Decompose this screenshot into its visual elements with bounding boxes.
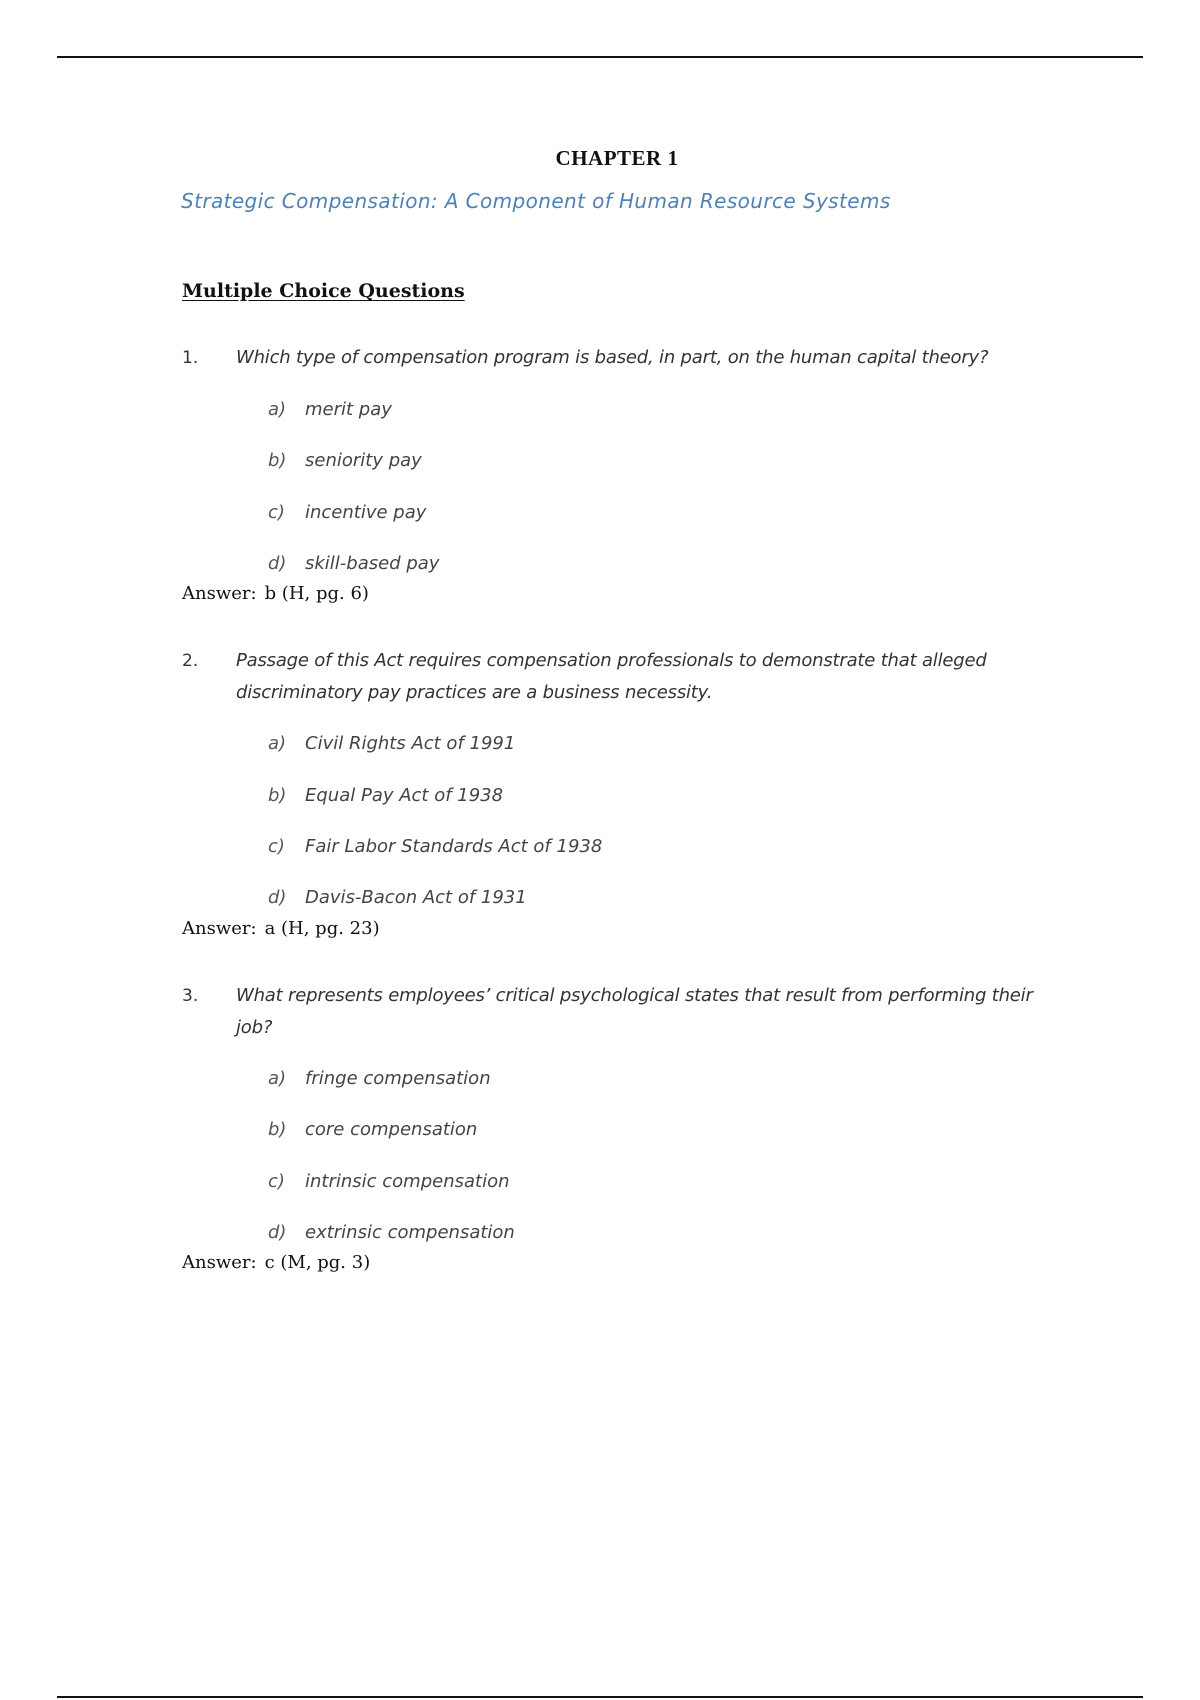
question-number: 2. xyxy=(182,651,199,671)
option-text: Civil Rights Act of 1991 xyxy=(305,733,516,754)
bottom-divider xyxy=(57,1696,1143,1698)
option-text: skill-based pay xyxy=(305,553,440,574)
answer-value: c (M, pg. 3) xyxy=(264,1252,371,1273)
answer-label: Answer: xyxy=(182,1252,257,1273)
answer-value: b (H, pg. 6) xyxy=(264,583,369,604)
option-letter: b) xyxy=(268,785,287,806)
question-text: What represents employees’ critical psychological states that result from performing their job? xyxy=(236,985,1033,1038)
option-item xyxy=(268,450,422,471)
option-letter: c) xyxy=(268,502,285,523)
option-item xyxy=(268,887,527,908)
question-number: 3. xyxy=(182,986,199,1006)
option-item xyxy=(268,553,439,574)
answer-value: a (H, pg. 23) xyxy=(264,918,380,939)
option-letter: a) xyxy=(268,399,287,420)
option-text: Davis-Bacon Act of 1931 xyxy=(305,887,527,908)
chapter-subtitle: Strategic Compensation: A Component of Human Resource Systems xyxy=(181,189,891,213)
option-item xyxy=(268,1171,510,1192)
answer xyxy=(182,918,380,939)
section-heading: Multiple Choice Questions xyxy=(182,280,465,302)
option-letter: c) xyxy=(268,1171,285,1192)
answer-label: Answer: xyxy=(182,918,257,939)
option-letter: b) xyxy=(268,450,287,471)
top-divider xyxy=(57,56,1143,58)
option-letter: d) xyxy=(268,553,287,574)
answer-label: Answer: xyxy=(182,583,257,604)
option-text: seniority pay xyxy=(305,450,422,471)
option-letter: a) xyxy=(268,733,287,754)
option-text: extrinsic compensation xyxy=(305,1222,515,1243)
option-item xyxy=(268,399,392,420)
option-text: merit pay xyxy=(305,399,392,420)
answer xyxy=(182,583,369,604)
option-text: intrinsic compensation xyxy=(305,1171,510,1192)
option-text: fringe compensation xyxy=(305,1068,491,1089)
option-text: Equal Pay Act of 1938 xyxy=(305,785,504,806)
option-text: incentive pay xyxy=(305,502,427,523)
option-letter: c) xyxy=(268,836,285,857)
chapter-title: CHAPTER 1 xyxy=(555,146,679,170)
option-item xyxy=(268,733,515,754)
option-item xyxy=(268,785,503,806)
option-item xyxy=(268,1119,477,1140)
option-item xyxy=(268,836,602,857)
option-letter: d) xyxy=(268,1222,287,1243)
option-letter: a) xyxy=(268,1068,287,1089)
option-text: Fair Labor Standards Act of 1938 xyxy=(305,836,603,857)
option-item xyxy=(268,1222,515,1243)
answer xyxy=(182,1252,370,1273)
question-text: Which type of compensation program is based, in part, on the human capital theory? xyxy=(236,347,989,368)
option-text: core compensation xyxy=(305,1119,478,1140)
question-text: Passage of this Act requires compensation professionals to demonstrate that alleged discriminatory pay practices are a business necessity. xyxy=(236,650,987,703)
question-number: 1. xyxy=(182,348,199,368)
option-letter: d) xyxy=(268,887,287,908)
option-item xyxy=(268,502,426,523)
option-item xyxy=(268,1068,491,1089)
option-letter: b) xyxy=(268,1119,287,1140)
